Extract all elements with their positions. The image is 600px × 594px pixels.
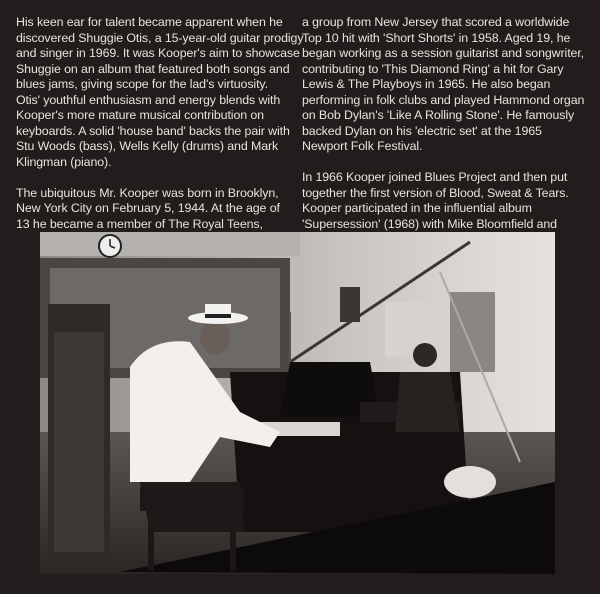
cymbal-light (444, 466, 496, 498)
text-line: on Bob Dylan's 'Like A Rolling Stone'. He famously (302, 108, 575, 122)
studio-photo (40, 232, 555, 574)
text-line: backed Dylan on his 'electric set' at the 1965 (302, 123, 542, 138)
text-line: keyboards. A solid 'house band' backs the pair with (16, 123, 290, 138)
paragraph-blues-project (302, 170, 592, 232)
text-line: Stu Woods (bass), Wells Kelly (drums) and Mark (16, 139, 279, 153)
text-line: New York City on February 5, 1944. At the age of (16, 201, 280, 215)
paragraph-royal-teens (302, 15, 592, 155)
text-line: The ubiquitous Mr. Kooper was born in Brooklyn, (16, 185, 279, 200)
studio-photo-illustration (40, 232, 555, 574)
paragraph-shuggie-otis (16, 15, 304, 170)
paragraph-kooper-birth (16, 186, 301, 233)
text-line: contributing to 'This Diamond Ring' a hit for Gary (302, 61, 564, 76)
text-line: Klingman (piano). (16, 154, 112, 169)
text-line: In 1966 Kooper joined Blues Project and then put (302, 170, 568, 184)
text-line: Shuggie on an album that featured both songs and (16, 61, 290, 76)
text-line: blues jams, giving scope for the lad's virtuosity. (16, 77, 268, 91)
text-line: Kooper participated in the influential album (302, 201, 532, 215)
text-line: together the first version of Blood, Sweat & Tears. (302, 185, 569, 200)
text-line: and singer in 1969. It was Kooper's aim to showcase (16, 46, 300, 60)
text-line: Lewis & The Playboys in 1965. He also began (302, 77, 551, 91)
text-line: Kooper's more mature musical contribution on (16, 108, 264, 122)
text-line: performing in folk clubs and played Hammond organ (302, 92, 585, 107)
text-line: His keen ear for talent became apparent when he (16, 15, 283, 29)
text-line: Top 10 hit with 'Short Shorts' in 1958. Aged 19, he (302, 30, 571, 45)
left-text-column (16, 15, 304, 248)
text-line: 13 he became a member of The Royal Teens, (16, 216, 263, 231)
right-text-column (302, 15, 592, 248)
text-line: a group from New Jersey that scored a worldwide (302, 15, 570, 29)
text-line: 'Supersession' (1968) with Mike Bloomfield and (302, 216, 557, 231)
text-line: began working as a session guitarist and songwriter, (302, 46, 585, 60)
text-line: Newport Folk Festival. (302, 139, 423, 153)
text-line: discovered Shuggie Otis, a 15-year-old guitar prodigy (16, 30, 304, 45)
text-line: Otis' youthful enthusiasm and energy blends with (16, 92, 281, 107)
